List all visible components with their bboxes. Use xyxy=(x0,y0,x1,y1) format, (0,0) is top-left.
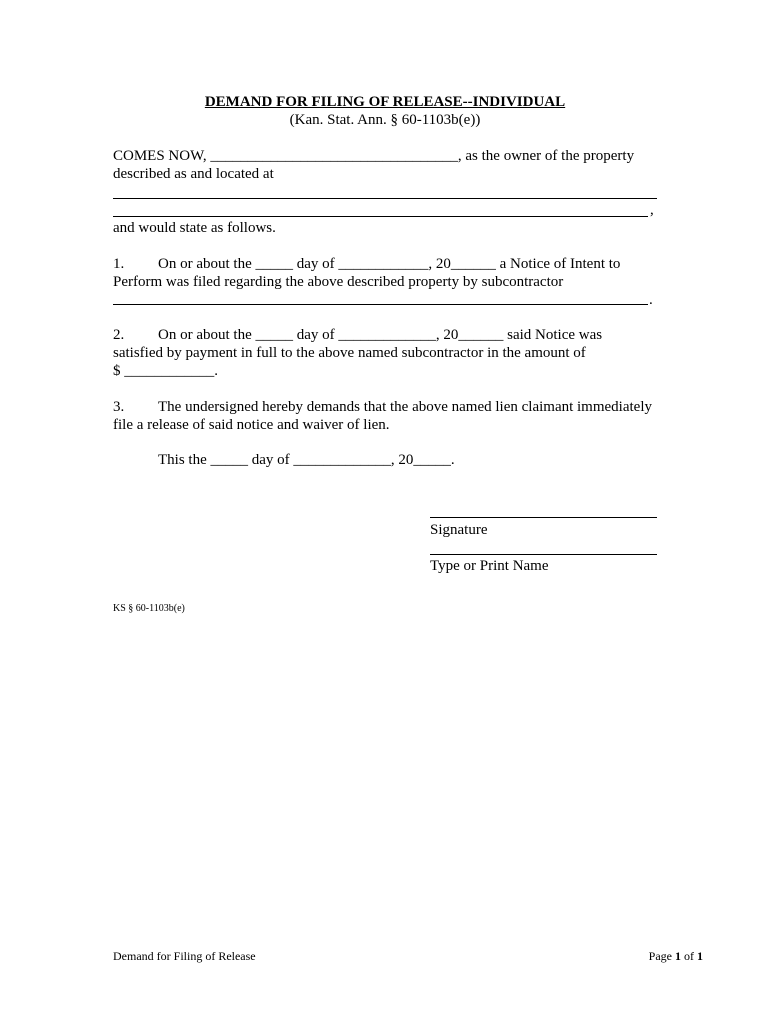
paragraph-1 xyxy=(113,255,620,273)
subcontractor-blank xyxy=(113,304,648,305)
date-line: This the _____ day of _____________, 20_____. xyxy=(158,452,455,468)
page-number xyxy=(649,949,703,964)
paragraph-1-text: On or about the _____ day of ____________, 20______ a Notice of Intent to xyxy=(158,256,621,272)
property-blank-2 xyxy=(113,216,648,217)
paragraph-2-text: On or about the _____ day of _____________, 20______ said Notice was xyxy=(158,327,603,343)
comes-now-line: COMES NOW, _________________________________, as the owner of the property xyxy=(113,148,635,164)
page-prefix: Page xyxy=(648,949,675,963)
paragraph-2-amount: $ ____________. xyxy=(113,363,218,379)
would-state-line: and would state as follows. xyxy=(113,220,276,236)
paragraph-1-line-2: Perform was filed regarding the above described property by subcontractor xyxy=(113,274,564,290)
print-name-label: Type or Print Name xyxy=(430,558,549,574)
paragraph-3 xyxy=(113,398,652,416)
page-current: 1 xyxy=(675,949,681,963)
statute-citation: KS § 60-1103b(e) xyxy=(113,603,185,614)
paragraph-1-number: 1. xyxy=(113,256,125,272)
footer-title: Demand for Filing of Release xyxy=(113,949,256,963)
signature-line xyxy=(430,517,657,518)
document-title: DEMAND FOR FILING OF RELEASE--INDIVIDUAL xyxy=(204,94,566,110)
paragraph-2-line-2: satisfied by payment in full to the above named subcontractor in the amount of xyxy=(113,345,586,361)
property-blank-1 xyxy=(113,198,657,199)
property-comma: , xyxy=(650,202,654,218)
paragraph-3-text: The undersigned hereby demands that the above named lien claimant immediately xyxy=(158,399,652,415)
print-name-line xyxy=(430,554,657,555)
paragraph-2-number: 2. xyxy=(113,327,125,343)
paragraph-1-end: . xyxy=(649,292,653,308)
paragraph-2 xyxy=(113,326,602,344)
paragraph-3-number: 3. xyxy=(113,399,125,415)
page-of: of xyxy=(681,949,697,963)
document-subtitle: (Kan. Stat. Ann. § 60-1103b(e)) xyxy=(289,112,481,128)
described-line: described as and located at xyxy=(113,166,274,182)
page-total: 1 xyxy=(697,949,703,963)
signature-label: Signature xyxy=(430,522,488,538)
paragraph-3-line-2: file a release of said notice and waiver of lien. xyxy=(113,417,390,433)
